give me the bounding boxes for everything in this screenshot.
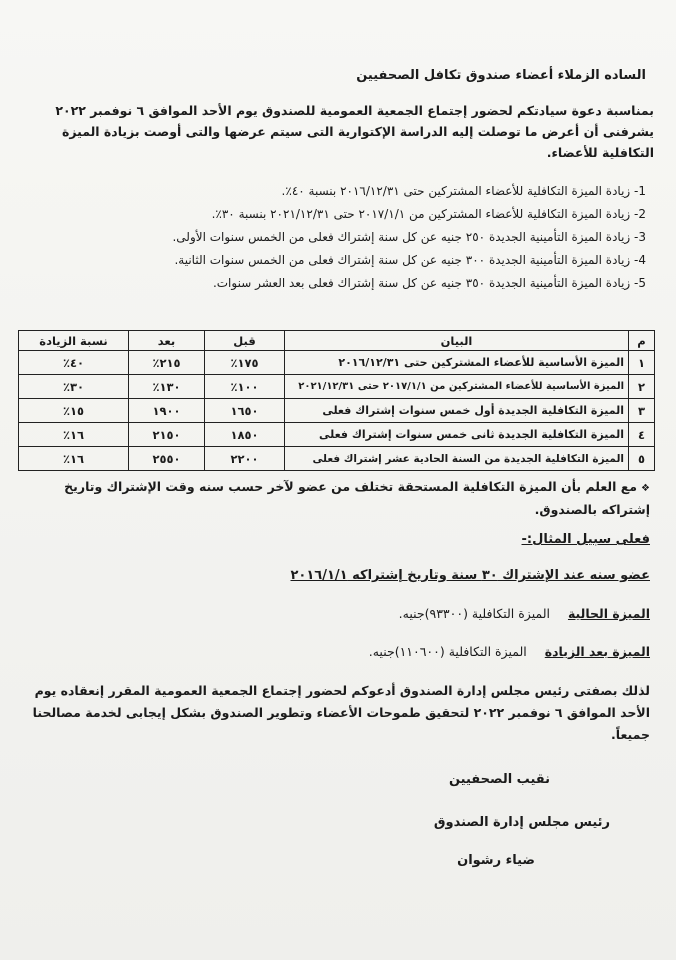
table-row [19, 399, 655, 423]
signature-title-2: رئيس مجلس إدارة الصندوق [433, 815, 610, 830]
after-benefit-label: الميزة بعد الزيادة [544, 644, 650, 659]
list-item: 3- زيادة الميزة التأمينية الجديدة ٢٥٠ جنيه عن كل سنة إشتراك فعلى من الخمس سنوات الأولى. [172, 230, 646, 244]
current-benefit [399, 606, 650, 621]
list-item: 1- زيادة الميزة التكافلية للأعضاء المشتركين حتى ٢٠١٦/١٢/٣١ بنسبة ٤٠٪. [281, 184, 646, 198]
signature-name: ضياء رشوان [457, 853, 535, 868]
intro-paragraph: بمناسبة دعوة سيادتكم لحضور إجتماع الجمعية العمومية للصندوق يوم الأحد الموافق ٦ نوفمبر ٢٠٢٢ يشرفنى أن أعرض ما توصلت إليه الدراسة الإكتوارية التى سيتم عرضها والتى أوصت بزيادة الميزة التكافلية للأعضاء. [55, 103, 654, 160]
row-after: ٢١٥٪ [129, 351, 205, 375]
row-index: ٢ [629, 375, 655, 399]
example-heading: فعلى سبيل المثال:- [521, 532, 650, 547]
row-description: الميزة التكافلية الجديدة من السنة الحادية عشر إشتراك فعلى [285, 447, 629, 471]
row-index: ١ [629, 351, 655, 375]
row-before: ١٦٥٠ [205, 399, 285, 423]
list-item: 5- زيادة الميزة التأمينية الجديدة ٣٥٠ جنيه عن كل سنة إشتراك فعلى بعد العشر سنوات. [212, 276, 646, 290]
row-increase: ١٥٪ [19, 399, 129, 423]
row-index: ٥ [629, 447, 655, 471]
row-increase: ٤٠٪ [19, 351, 129, 375]
row-increase: ١٦٪ [19, 423, 129, 447]
row-before: ١٠٠٪ [205, 375, 285, 399]
row-description: الميزة الأساسية للأعضاء المشتركين من ٢٠١٧/١/١ حتى ٢٠٢١/١٢/٣١ [285, 375, 629, 399]
closing-paragraph: لذلك بصفتى رئيس مجلس إدارة الصندوق أدعوكم لحضور إجتماع الجمعية العمومية المقرر إنعقاده يوم الأحد الموافق ٦ نوفمبر ٢٠٢٢ لتحقيق طموحات الأعضاء وتطوير الصندوق بشكل إيجابى لخدمة مصالحنا جميعاً. [32, 683, 650, 742]
table-header-row [19, 331, 655, 351]
header-increase: نسبة الزيادة [19, 331, 129, 351]
row-index: ٣ [629, 399, 655, 423]
row-before: ٢٢٠٠ [205, 447, 285, 471]
table-row [19, 447, 655, 471]
table-row [19, 423, 655, 447]
signature-title-1: نقيب الصحفيين [448, 772, 550, 787]
after-benefit-value: الميزة التكافلية (١١٠٦٠٠)جنيه. [368, 644, 527, 659]
current-benefit-label: الميزة الحالية [567, 606, 650, 621]
list-item: 2- زيادة الميزة التكافلية للأعضاء المشتركين من ٢٠١٧/١/١ حتى ٢٠٢١/١٢/٣١ بنسبة ٣٠٪. [211, 207, 646, 221]
benefits-table [18, 330, 655, 471]
row-index: ٤ [629, 423, 655, 447]
row-after: ٢٥٥٠ [129, 447, 205, 471]
row-after: ١٣٠٪ [129, 375, 205, 399]
example-member: عضو سنه عند الإشتراك ٣٠ سنة وتاريخ إشتراكه ٢٠١٦/١/١ [290, 568, 650, 583]
row-description: الميزة التكافلية الجديدة أول خمس سنوات إشتراك فعلى [285, 399, 629, 423]
row-increase: ٣٠٪ [19, 375, 129, 399]
header-index: م [629, 331, 655, 351]
salutation: الساده الزملاء أعضاء صندوق تكافل الصحفيين [356, 68, 646, 83]
row-description: الميزة الأساسية للأعضاء المشتركين حتى ٢٠١٦/١٢/٣١ [285, 351, 629, 375]
current-benefit-value: الميزة التكافلية (٩٣٣٠٠)جنيه. [398, 606, 550, 621]
row-before: ١٨٥٠ [205, 423, 285, 447]
row-increase: ١٦٪ [19, 447, 129, 471]
header-description: البيان [285, 331, 629, 351]
increase-points-list [36, 180, 646, 295]
header-before: قبل [205, 331, 285, 351]
list-item: 4- زيادة الميزة التأمينية الجديدة ٣٠٠ جنيه عن كل سنة إشتراك فعلى من الخمس سنوات الثانية. [174, 253, 646, 267]
note-paragraph [30, 476, 650, 520]
header-after: بعد [129, 331, 205, 351]
row-description: الميزة التكافلية الجديدة ثانى خمس سنوات إشتراك فعلى [285, 423, 629, 447]
note-text: مع العلم بأن الميزة التكافلية المستحقة تختلف من عضو لآخر حسب سنه وقت الإشتراك وتاريخ إشتراكه بالصندوق. [64, 479, 650, 517]
row-after: ٢١٥٠ [129, 423, 205, 447]
after-benefit [369, 644, 650, 659]
table-row [19, 351, 655, 375]
bullet-icon: ❖ [641, 483, 650, 494]
row-after: ١٩٠٠ [129, 399, 205, 423]
table-row [19, 375, 655, 399]
row-before: ١٧٥٪ [205, 351, 285, 375]
